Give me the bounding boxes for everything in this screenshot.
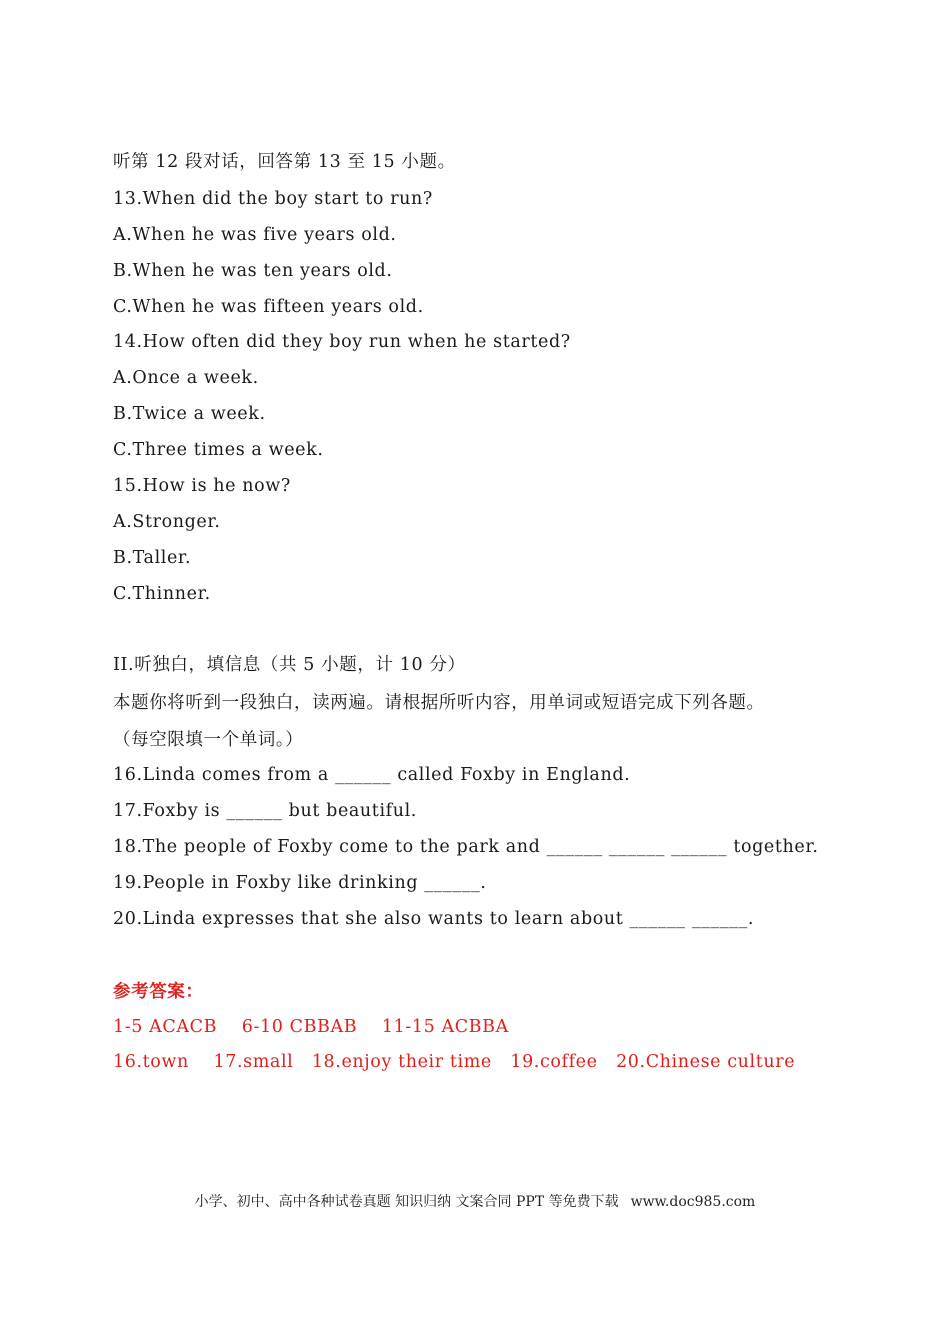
section-2-title: II.听独白，填信息（共 5 小题，计 10 分） — [113, 655, 466, 675]
question-14-option-c: C.Three times a week. — [113, 440, 324, 460]
fill-item-19: 19.People in Foxby like drinking ______. — [113, 873, 487, 893]
answers-line-1: 1-5 ACACB 6-10 CBBAB 11-15 ACBBA — [113, 1017, 509, 1037]
section-2-instruction: 本题你将听到一段独白，读两遍。请根据所听内容，用单词或短语完成下列各题。 — [113, 693, 765, 713]
answers-line-2: 16.town 17.small 18.enjoy their time 19.coffee 20.Chinese culture — [113, 1052, 796, 1072]
section-intro: 听第 12 段对话，回答第 13 至 15 小题。 — [113, 152, 456, 172]
question-15-option-b: B.Taller. — [113, 548, 192, 568]
fill-item-16: 16.Linda comes from a ______ called Foxby in England. — [113, 765, 631, 785]
page-footer — [0, 1191, 950, 1211]
question-15-option-c: C.Thinner. — [113, 584, 211, 604]
question-15-option-a: A.Stronger. — [113, 512, 221, 532]
question-14-stem: 14.How often did they boy run when he started? — [113, 332, 571, 352]
section-2-note: （每空限填一个单词。） — [113, 730, 304, 750]
question-14-option-a: A.Once a week. — [113, 368, 259, 388]
question-15-stem: 15.How is he now? — [113, 476, 291, 496]
question-13-option-b: B.When he was ten years old. — [113, 261, 393, 281]
fill-item-18: 18.The people of Foxby come to the park and ______ ______ ______ together. — [113, 837, 819, 857]
footer-url[interactable]: www.doc985.com — [630, 1194, 756, 1210]
question-13-stem: 13.When did the boy start to run? — [113, 189, 433, 209]
question-14-option-b: B.Twice a week. — [113, 404, 266, 424]
question-13-option-c: C.When he was fifteen years old. — [113, 297, 424, 317]
fill-item-17: 17.Foxby is ______ but beautiful. — [113, 801, 417, 821]
fill-item-20: 20.Linda expresses that she also wants to learn about ______ ______. — [113, 909, 755, 929]
question-13-option-a: A.When he was five years old. — [113, 225, 397, 245]
answers-heading: 参考答案： — [113, 982, 204, 1002]
footer-text: 小学、初中、高中各种试卷真题 知识归纳 文案合同 PPT 等免费下载 — [194, 1194, 619, 1210]
